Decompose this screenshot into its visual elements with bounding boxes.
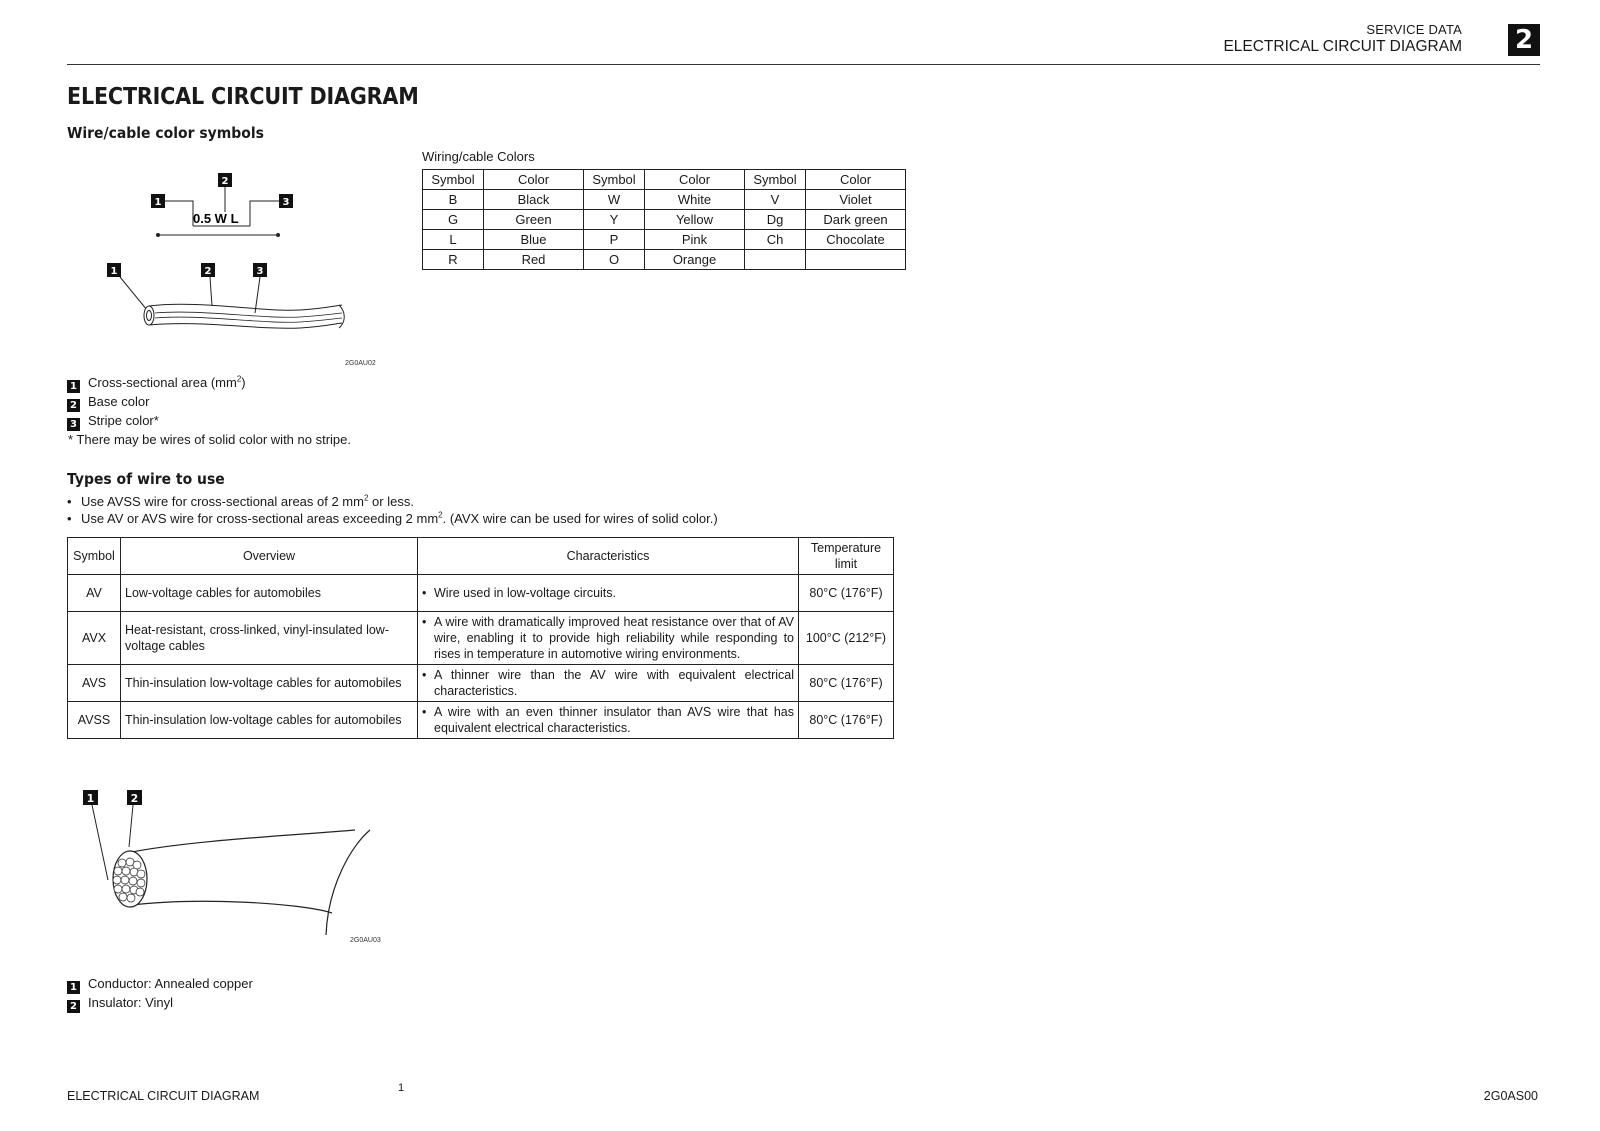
wire-color-heading: Wire/cable color symbols	[67, 124, 264, 142]
wire-types-bullets	[67, 493, 718, 527]
svg-text:2: 2	[221, 176, 229, 187]
legend-footnote: * There may be wires of solid color with no stripe.	[68, 432, 351, 447]
legend-num: 1	[67, 380, 80, 393]
legend-item: 1 Cross-sectional area $(mm^2)$	[67, 374, 351, 393]
table-row: AV Low-voltage cables for automobiles • Wire used in low-voltage circuits. 80°C (176°F)	[68, 575, 894, 612]
legend-item: 2 Insulator: Vinyl	[67, 994, 253, 1013]
label-callout-2	[218, 173, 232, 187]
header-section-label: SERVICE DATA	[1366, 22, 1462, 37]
wire-types-heading: Types of wire to use	[67, 470, 225, 488]
svg-text:3: 3	[282, 197, 290, 208]
figure-code-1: 2G0AU02	[345, 360, 376, 367]
wire-color-symbol-diagram	[60, 160, 400, 370]
wire-callout-1	[107, 263, 121, 277]
wire-label-text: 0.5 W L	[193, 211, 239, 226]
structure-callout-1	[83, 790, 98, 805]
table-row: AVX Heat-resistant, cross-linked, vinyl-insulated low-voltage cables • A wire with dramatically improved heat resistance over that of AV wire, enabling it to provide high reliability while responding to rises in temperature in automotive wiring environments. 100°C (212°F)	[68, 612, 894, 665]
colors-table	[422, 169, 906, 270]
legend-num: 2	[67, 1000, 80, 1013]
table-row: B Black W White V Violet	[423, 190, 906, 210]
svg-text:1: 1	[110, 266, 118, 277]
colors-table-caption: Wiring/cable Colors	[422, 149, 535, 164]
page-number: 1	[398, 1082, 405, 1094]
wire-color-legend	[67, 374, 351, 448]
wire-callout-3	[253, 263, 267, 277]
legend-num: 2	[67, 399, 80, 412]
colors-table-header: Symbol Color Symbol Color Symbol Color	[423, 170, 906, 190]
svg-text:1: 1	[154, 197, 162, 208]
wire-structure-legend	[67, 975, 253, 1013]
table-row: AVS Thin-insulation low-voltage cables for automobiles • A thinner wire than the AV wire with equivalent electrical characteristics. 80°C (176°F)	[68, 665, 894, 702]
svg-text:3: 3	[256, 266, 264, 277]
table-row: AVSS Thin-insulation low-voltage cables for automobiles • A wire with an even thinner insulator than AVS wire that has equivalent electrical characteristics. 80°C (176°F)	[68, 702, 894, 739]
svg-text:2: 2	[204, 266, 212, 277]
structure-callout-2	[127, 790, 142, 805]
table-row: G Green Y Yellow Dg Dark green	[423, 210, 906, 230]
legend-num: 3	[67, 418, 80, 431]
footer-title: ELECTRICAL CIRCUIT DIAGRAM	[67, 1089, 260, 1103]
wire-table-header: Symbol Overview Characteristics Temperature limit	[68, 538, 894, 575]
page-title: ELECTRICAL CIRCUIT DIAGRAM	[67, 84, 419, 110]
header-divider	[67, 64, 1540, 65]
wire-structure-diagram	[70, 785, 410, 975]
legend-num: 1	[67, 981, 80, 994]
label-callout-3	[279, 194, 293, 208]
figure-code-2: 2G0AU03	[350, 937, 381, 944]
list-item: • Use AVSS wire for cross-sectional areas of 2 $mm^2$ or less.	[67, 493, 414, 509]
legend-item: 3 Stripe color*	[67, 412, 351, 431]
label-callout-1	[151, 194, 165, 208]
chapter-number-badge: 2	[1508, 24, 1540, 56]
legend-item: 1 Conductor: Annealed copper	[67, 975, 253, 994]
list-item: • Use AV or AVS wire for cross-sectional areas exceeding 2 $mm^2$. (AVX wire can be used for wires of solid color.)	[67, 510, 718, 526]
svg-text:2: 2	[130, 792, 139, 805]
table-row: R Red O Orange	[423, 250, 906, 270]
legend-item: 2 Base color	[67, 393, 351, 412]
svg-text:1: 1	[86, 792, 95, 805]
wire-callout-2	[201, 263, 215, 277]
footer-doc-code: 2G0AS00	[1483, 1089, 1538, 1103]
wire-types-table	[67, 537, 894, 739]
header-chapter-title: ELECTRICAL CIRCUIT DIAGRAM	[1223, 38, 1462, 55]
table-row: L Blue P Pink Ch Chocolate	[423, 230, 906, 250]
